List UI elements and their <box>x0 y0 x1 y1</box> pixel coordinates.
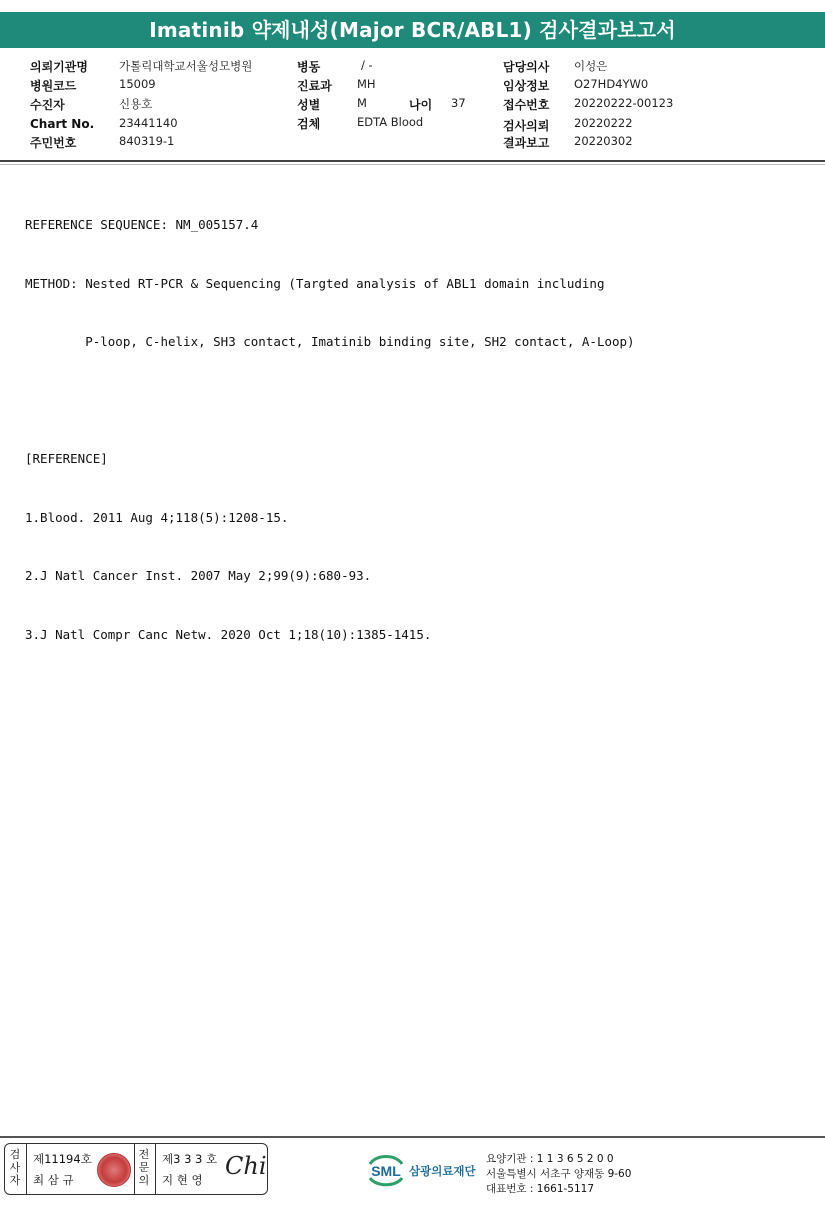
result-body <box>25 176 805 664</box>
label-ward: 병동 <box>297 60 321 74</box>
label-clinical-info: 임상정보 <box>503 79 550 93</box>
body-line: 1.Blood. 2011 Aug 4;118(5):1208-15. <box>25 509 289 525</box>
org-name: 삼광의료재단 <box>409 1164 476 1178</box>
org-institution-code: 요양기관 : 1 1 3 6 5 2 0 0 <box>486 1153 614 1165</box>
header-divider <box>0 160 825 162</box>
examiner-license: 제11194호 <box>33 1152 92 1166</box>
label-specimen: 검체 <box>297 117 321 131</box>
label-report-date: 결과보고 <box>503 136 550 150</box>
patient-info-block <box>0 54 825 154</box>
value-request-date: 20220222 <box>574 116 633 130</box>
value-department: MH <box>357 77 376 91</box>
value-patient: 신용호 <box>119 97 153 111</box>
signature-divider <box>134 1144 135 1194</box>
label-chart-no: Chart No. <box>30 117 95 131</box>
value-hospital-code: 15009 <box>119 77 156 91</box>
label-sex: 성별 <box>297 98 321 112</box>
label-physician: 담당의사 <box>503 60 550 74</box>
value-physician: 이성은 <box>574 59 608 73</box>
value-institution: 가톨릭대학교서울성모병원 <box>119 59 253 73</box>
body-line: [REFERENCE] <box>25 451 108 466</box>
body-line: 3.J Natl Compr Canc Netw. 2020 Oct 1;18(10):1385-1415. <box>25 626 432 642</box>
footer-divider <box>0 1136 825 1138</box>
body-line: METHOD: Nested RT-PCR & Sequencing (Targted analysis of ABL1 domain including <box>25 275 605 291</box>
signature-box <box>4 1143 268 1195</box>
org-phone: 대표번호 : 1661-5117 <box>486 1183 595 1195</box>
svg-text:SML: SML <box>371 1163 401 1179</box>
body-line: P-loop, C-helix, SH3 contact, Imatinib binding site, SH2 contact, A-Loop) <box>25 334 635 349</box>
value-chart-no: 23441140 <box>119 116 178 130</box>
value-sex: M <box>357 96 367 110</box>
value-age: 37 <box>451 96 466 110</box>
specialist-name: 지 현 영 <box>162 1173 203 1187</box>
body-line: REFERENCE SEQUENCE: NM_005157.4 <box>25 217 259 232</box>
report-title: Imatinib 약제내성(Major BCR/ABL1) 검사결과보고서 <box>0 12 825 48</box>
label-accession-no: 접수번호 <box>503 98 550 112</box>
label-hospital-code: 병원코드 <box>30 79 77 93</box>
label-resident-no: 주민번호 <box>30 136 77 150</box>
label-institution: 의뢰기관명 <box>30 60 88 74</box>
header-divider-thin <box>0 164 825 165</box>
signature-divider <box>155 1144 156 1194</box>
body-line: 2.J Natl Cancer Inst. 2007 May 2;99(9):680-93. <box>25 568 372 583</box>
label-request-date: 검사의뢰 <box>503 119 550 133</box>
body-line <box>25 391 805 411</box>
sml-logo-icon <box>366 1152 406 1188</box>
value-accession-no: 20220222-00123 <box>574 96 674 110</box>
value-resident-no: 840319-1 <box>119 134 175 148</box>
specialist-license: 제3 3 3 호 <box>162 1152 218 1166</box>
specialist-signature: Chi <box>225 1152 267 1180</box>
label-patient: 수진자 <box>30 98 65 112</box>
label-department: 진료과 <box>297 79 332 93</box>
examiner-name: 최 삼 규 <box>33 1173 74 1187</box>
label-age: 나이 <box>409 98 433 112</box>
value-ward: / - <box>361 58 373 72</box>
value-clinical-info: O27HD4YW0 <box>574 77 649 91</box>
examiner-vertical-label: 검사자 <box>9 1148 21 1187</box>
org-address: 서울특별시 서초구 양재동 9-60 <box>486 1168 632 1180</box>
examiner-seal-icon <box>97 1153 131 1187</box>
specialist-vertical-label: 전문의 <box>138 1148 150 1187</box>
value-specimen: EDTA Blood <box>357 115 424 129</box>
value-report-date: 20220302 <box>574 134 633 148</box>
signature-divider <box>26 1144 27 1194</box>
